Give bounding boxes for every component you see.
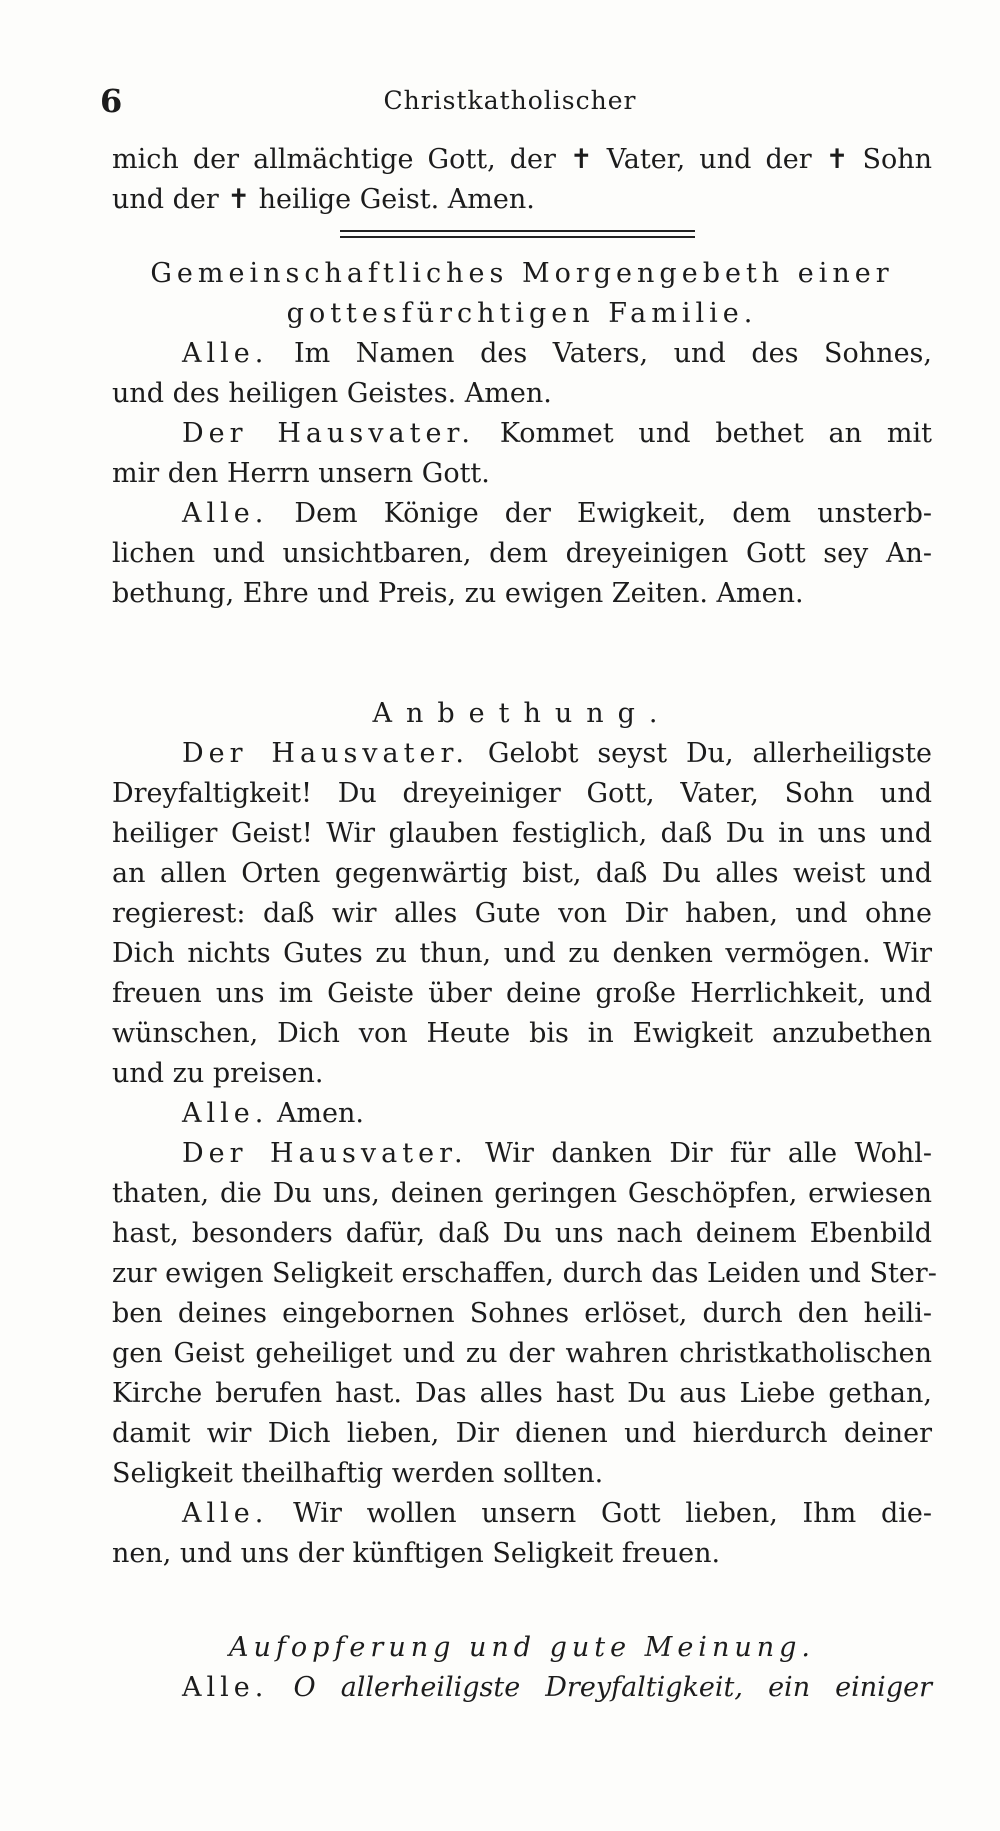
text-line: Dich nichts Gutes zu thun, und zu denken vermögen. Wir — [112, 938, 932, 969]
text-line: und des heiligen Geistes. Amen. — [112, 378, 552, 409]
text-line — [112, 494, 932, 534]
text-line: Dreyfaltigkeit! Du dreyeiniger Gott, Vater, Sohn und — [112, 778, 932, 809]
text-line: ben deines eingebornen Sohnes erlöset, durch den heili- — [112, 1298, 932, 1329]
text-line: und zu preisen. — [112, 1058, 324, 1089]
text-line: hast, besonders dafür, daß Du uns nach deinem Ebenbild — [112, 1218, 932, 1249]
text-line: bethung, Ehre und Preis, zu ewigen Zeiten. Amen. — [112, 578, 804, 609]
section-title: Gemeinschaftliches Morgengebeth einer — [150, 258, 894, 289]
text-content: Amen. — [276, 1098, 364, 1129]
text-content: Im Namen des Vaters, und des Sohnes, — [293, 338, 932, 369]
text-content: Wir wollen unsern Gott lieben, Ihm die- — [293, 1498, 932, 1529]
text-line — [112, 1094, 932, 1134]
divider-rule — [340, 236, 695, 238]
text-line: nen, und uns der künftigen Seligkeit freuen. — [112, 1538, 721, 1569]
speaker-label: Alle. — [182, 338, 269, 369]
text-line — [112, 1668, 932, 1708]
text-content: O allerheiligste Dreyfaltigkeit, ein einiger — [293, 1672, 932, 1703]
text-line — [112, 1494, 932, 1534]
speaker-label: Der Hausvater. — [182, 418, 475, 449]
text-line: wünschen, Dich von Heute bis in Ewigkeit anzubethen — [112, 1018, 932, 1049]
text-line: mich der allmächtige Gott, der ✝ Vater, und der ✝ Sohn — [112, 144, 932, 175]
section-morning-prayer — [112, 254, 932, 614]
speaker-label: Der Hausvater. — [182, 738, 469, 769]
text-line: freuen uns im Geiste über deine große Herrlichkeit, und — [112, 978, 932, 1009]
text-line: damit wir Dich lieben, Dir dienen und hierdurch deiner — [112, 1418, 932, 1449]
text-line: gen Geist geheiliget und zu der wahren christkatholischen — [112, 1338, 932, 1369]
text-line: an allen Orten gegenwärtig bist, daß Du alles weist und — [112, 858, 932, 889]
page-header — [100, 82, 920, 122]
speaker-label: Alle. — [182, 498, 269, 529]
text-line: regierest: daß wir alles Gute von Dir haben, und ohne — [112, 898, 932, 929]
text-line: thaten, die Du uns, deinen geringen Geschöpfen, erwiesen — [112, 1178, 932, 1209]
text-content: Gelobt seyst Du, allerheiligste — [487, 738, 932, 769]
text-content: Kommet und bethet an mit — [499, 418, 932, 449]
text-content: Dem Könige der Ewigkeit, dem unsterb- — [294, 498, 932, 529]
page-number: 6 — [100, 82, 123, 120]
section-title: Anbethung. — [372, 698, 672, 729]
section-offering — [112, 1628, 932, 1708]
text-line: zur ewigen Seligkeit erschaffen, durch das Leiden und Ster- — [112, 1258, 937, 1289]
text-line: heiliger Geist! Wir glauben festiglich, daß Du in uns und — [112, 818, 932, 849]
speaker-label: Der Hausvater. — [182, 1138, 468, 1169]
speaker-label: Alle. — [182, 1498, 269, 1529]
text-line: mir den Herrn unsern Gott. — [112, 458, 490, 489]
text-line: und der ✝ heilige Geist. Amen. — [112, 184, 535, 215]
speaker-label: Alle. — [182, 1098, 269, 1129]
running-head: Christkatholischer — [383, 86, 637, 115]
text-line — [112, 334, 932, 374]
section-title: gottesfürchtigen Familie. — [286, 298, 758, 329]
divider-rule — [340, 230, 695, 232]
speaker-label: Alle. — [182, 1672, 269, 1703]
text-line — [112, 414, 932, 454]
text-line: Kirche berufen hast. Das alles hast Du aus Liebe gethan, — [112, 1378, 932, 1409]
text-line: lichen und unsichtbaren, dem dreyeinigen Gott sey An- — [112, 538, 932, 569]
section-title: Aufopferung und gute Meinung. — [229, 1632, 815, 1663]
text-content: Wir danken Dir für alle Wohl- — [485, 1138, 932, 1169]
section-adoration — [112, 694, 937, 1574]
opening-text — [112, 140, 932, 220]
text-line — [112, 1134, 932, 1174]
text-line — [112, 734, 932, 774]
text-line: Seligkeit theilhaftig werden sollten. — [112, 1458, 604, 1489]
